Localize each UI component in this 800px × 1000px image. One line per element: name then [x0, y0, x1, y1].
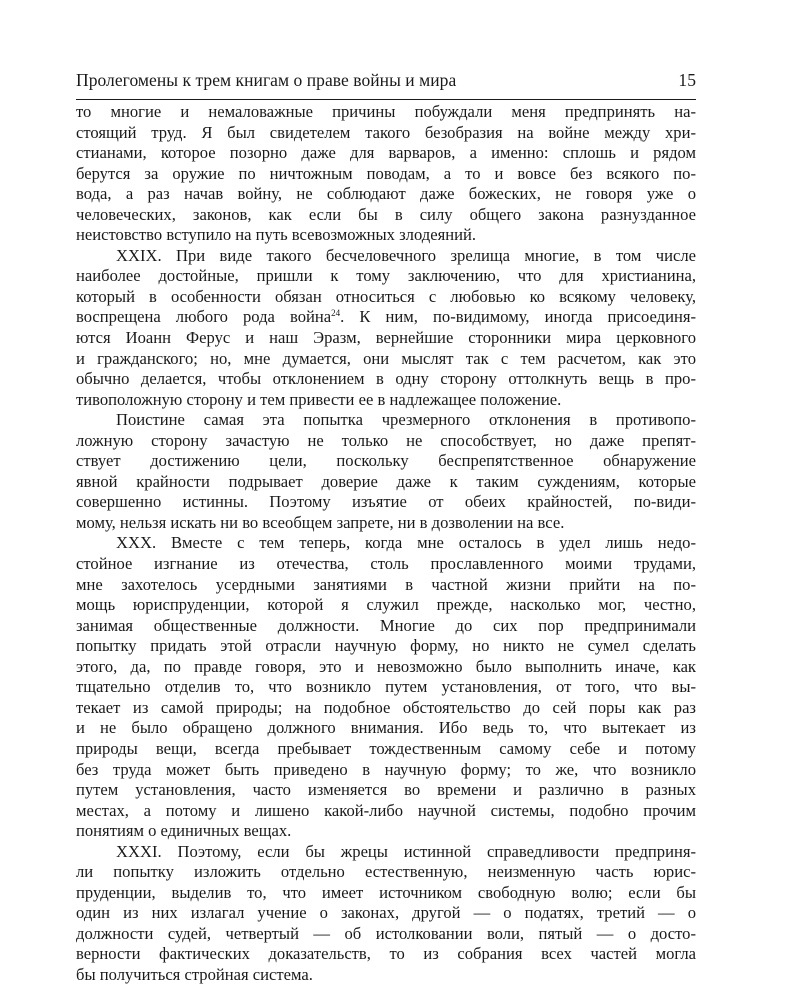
page-number: 15 [678, 70, 696, 90]
text-line: этого, да, по правде говоря, это и невозможно было выполнить иначе, как [76, 656, 696, 676]
paragraph-xxxi [76, 842, 696, 986]
header-rule [76, 99, 696, 100]
text-line: природы вещи, всегда пребывает тождественным самому себе и потому [76, 738, 696, 758]
text-line-with-footnote [76, 307, 696, 328]
text-line: понятиям о единичных вещах. [76, 821, 292, 841]
text-line: тивоположную сторону и тем привести ее в надлежащее положение. [76, 389, 562, 409]
text-line: попытку придать этой отрасли научную форму, но никто не сумел сделать [76, 636, 696, 656]
text-line: XXX. Вместе с тем теперь, когда мне осталось в удел лишь недо- [116, 533, 696, 553]
text-line: местах, а потому и лишено какой-либо научной системы, подобно прочим [76, 800, 696, 820]
text-line: путем установления, часто изменяется во времени и различно в разных [76, 780, 696, 800]
text-line: стойное изгнание из отечества, столь прославленного моими трудами, [76, 554, 696, 574]
text-line: совершенно истинны. Поэтому изъятие от обеих крайностей, по-види- [76, 492, 696, 512]
text-line: Поистине самая эта попытка чрезмерного отклонения в противопо- [116, 410, 696, 430]
text-line: бы получиться стройная система. [76, 964, 313, 984]
text-fragment: воспрещена любого рода война [76, 307, 332, 327]
text-line: стианами, которое позорно даже для варваров, а именно: сплошь и рядом [76, 143, 696, 163]
text-line: пруденции, выделив то, что имеет источником свободную волю; если бы [76, 882, 696, 902]
text-line: должности судей, четвертый — об истолковании воли, пятый — о досто- [76, 923, 696, 943]
text-line: и не было обращено должного внимания. Ибо ведь то, что вытекает из [76, 718, 696, 738]
text-line: текает из самой природы; на подобное обстоятельство до сей поры как раз [76, 697, 696, 717]
text-line: мощь юриспруденции, которой я служил прежде, насколько мог, честно, [76, 595, 696, 615]
paragraph [76, 102, 696, 246]
text-line: XXXI. Поэтому, если бы жрецы истинной справедливости предприня- [116, 841, 696, 861]
text-line: один из них излагал учение о законах, другой — о податях, третий — о [76, 903, 696, 923]
text-line: XXIX. При виде такого бесчеловечного зрелища многие, в том числе [116, 245, 696, 265]
text-line: стоящий труд. Я был свидетелем такого безобразия на войне между хри- [76, 122, 696, 142]
text-line: мне захотелось усердными занятиями в частной жизни прийти на по- [76, 574, 696, 594]
text-line: верности фактических доказательств, то из собрания всех частей могла [76, 944, 696, 964]
text-line: тщательно отделив то, что возникло путем установления, от того, что вы- [76, 677, 696, 697]
paragraph-xxx [76, 533, 696, 841]
text-line: явной крайности подрывает доверие даже к таким суждениям, которые [76, 471, 696, 491]
text-line: берутся за оружие по ничтожным поводам, а то и вовсе без всякого по- [76, 163, 696, 183]
text-line: ствует достижению цели, поскольку беспрепятственное обнаружение [76, 451, 696, 471]
text-line: который в особенности обязан относиться с любовью ко всякому человеку, [76, 286, 696, 306]
text-line: обычно делается, чтобы отклонением в одну сторону оттолкнуть вещь в про- [76, 369, 696, 389]
paragraph-xxix [76, 246, 696, 410]
text-line: наиболее достойные, пришли к тому заключению, что для христианина, [76, 266, 696, 286]
text-line: занимая общественные должности. Многие до сих пор предпринимали [76, 615, 696, 635]
text-line: мому, нельзя искать ни во всеобщем запрете, ни в дозволении на все. [76, 512, 565, 532]
body-text [76, 102, 696, 986]
text-line: вода, а раз начав войну, не соблюдают даже божеских, не говоря уже о [76, 184, 696, 204]
paragraph [76, 410, 696, 533]
text-line: то многие и немаловажные причины побуждали меня предпринять на- [76, 102, 696, 121]
text-line: ли попытку изложить отдельно естественную, неизменную часть юрис- [76, 862, 696, 882]
text-line: ются Иоанн Ферус и наш Эразм, вернейшие сторонники мира церковного [76, 328, 696, 348]
text-line: и гражданского; но, мне думается, они мыслят так с тем расчетом, как это [76, 348, 696, 368]
text-line: человеческих, законов, как если бы в силу общего закона разнузданное [76, 204, 696, 224]
running-title: Пролегомены к трем книгам о праве войны и мира [76, 70, 457, 90]
running-header [76, 70, 696, 91]
text-fragment: . К ним, по-видимому, иногда присоединя- [340, 307, 696, 327]
footnote-marker[interactable]: 24 [331, 308, 341, 319]
text-line: ложную сторону зачастую не только не способствует, но даже препят- [76, 430, 696, 450]
text-line: неистовство вступило на путь всевозможных злодеяний. [76, 225, 477, 245]
text-line: без труда может быть приведено в научную форму; то же, что возникло [76, 759, 696, 779]
